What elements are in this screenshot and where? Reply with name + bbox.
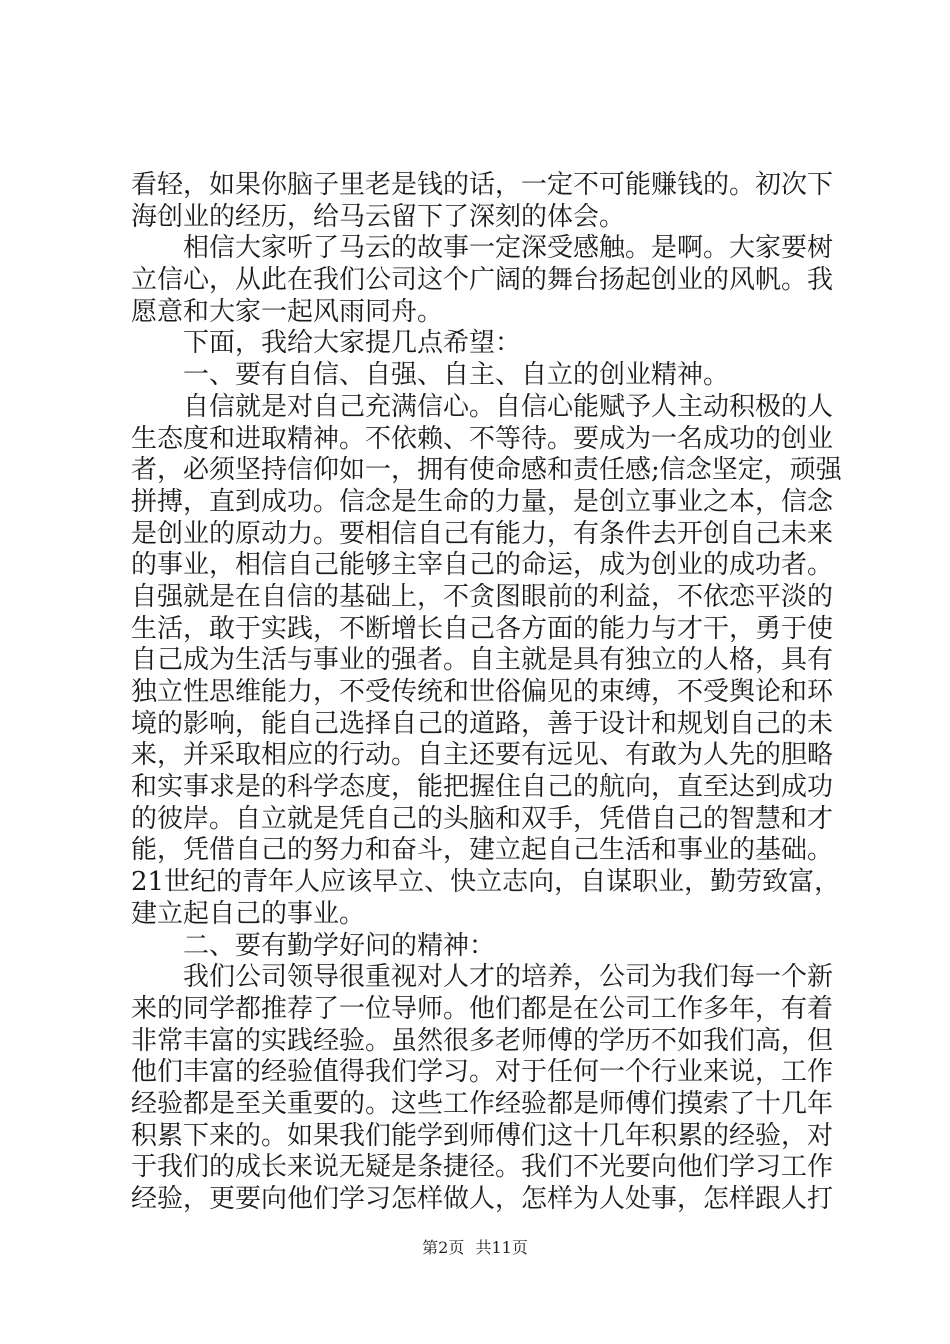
text-line: 于我们的成长来说无疑是条捷径。我们不光要向他们学习工作 xyxy=(131,1152,834,1183)
text-line: 积累下来的。如果我们能学到师傅们这十几年积累的经验，对 xyxy=(131,1120,834,1151)
text-line: 独立性思维能力，不受传统和世俗偏见的束缚，不受舆论和环 xyxy=(131,677,834,707)
text-line: 拼搏，直到成功。信念是生命的力量，是创立事业之本，信念 xyxy=(131,486,834,517)
text-line: 生活，敢于实践，不断增长自己各方面的能力与才干，勇于使 xyxy=(131,613,834,644)
text-line: 经验都是至关重要的。这些工作经验都是师傅们摸索了十几年 xyxy=(131,1088,834,1119)
text-line: 生态度和进取精神。不依赖、不等待。要成为一名成功的创业 xyxy=(131,423,834,454)
text-line: 立信心，从此在我们公司这个广阔的舞台扬起创业的风帆。我 xyxy=(131,265,834,296)
section-heading: 二、要有勤学好问的精神： xyxy=(131,930,496,961)
text-line: 是创业的原动力。要相信自己有能力，有条件去开创自己未来 xyxy=(131,518,834,549)
text-line: 的事业，相信自己能够主宰自己的命运，成为创业的成功者。 xyxy=(131,550,834,581)
text-line: 来的同学都推荐了一位导师。他们都是在公司工作多年，有着 xyxy=(131,993,834,1024)
text-line: 能，凭借自己的努力和奋斗，建立起自己生活和事业的基础。 xyxy=(131,835,834,866)
text-line: 经验，更要向他们学习怎样做人，怎样为人处事，怎样跟人打 xyxy=(131,1184,834,1214)
text-line: 非常丰富的实践经验。虽然很多老师傅的学历不如我们高，但 xyxy=(131,1025,834,1056)
text-line: 自己成为生活与事业的强者。自主就是具有独立的人格，具有 xyxy=(131,645,834,676)
text-line: 相信大家听了马云的故事一定深受感触。是啊。大家要树 xyxy=(131,233,834,264)
section-heading: 一、要有自信、自强、自主、自立的创业精神。 xyxy=(131,360,730,391)
text-line: 下面，我给大家提几点希望： xyxy=(131,328,522,359)
document-body xyxy=(131,170,842,1216)
text-line: 建立起自己的事业。 xyxy=(131,898,366,929)
text-line: 自信就是对自己充满信心。自信心能赋予人主动积极的人 xyxy=(131,391,834,422)
text-line: 21世纪的青年人应该早立、快立志向，自谋职业，勤劳致富， xyxy=(131,867,841,898)
text-line: 境的影响，能自己选择自己的道路，善于设计和规划自己的未 xyxy=(131,708,834,739)
text-line: 我们公司领导很重视对人才的培养，公司为我们每一个新 xyxy=(131,962,834,993)
page-footer xyxy=(0,1238,950,1258)
text-line: 看轻，如果你脑子里老是钱的话，一定不可能赚钱的。初次下 xyxy=(131,170,834,200)
text-line: 愿意和大家一起风雨同舟。 xyxy=(131,296,444,327)
page-number: 第2页 xyxy=(422,1238,465,1257)
text-line: 者，必须坚持信仰如一，拥有使命感和责任感;信念坚定，顽强 xyxy=(131,455,842,486)
text-line: 海创业的经历，给马云留下了深刻的体会。 xyxy=(131,201,626,232)
text-line: 自强就是在自信的基础上，不贪图眼前的利益，不依恋平淡的 xyxy=(131,581,834,612)
text-line: 他们丰富的经验值得我们学习。对于任何一个行业来说，工作 xyxy=(131,1057,834,1088)
text-line: 来，并采取相应的行动。自主还要有远见、有敢为人先的胆略 xyxy=(131,740,834,771)
page-total: 共11页 xyxy=(475,1238,528,1257)
text-line: 的彼岸。自立就是凭自己的头脑和双手，凭借自己的智慧和才 xyxy=(131,803,834,834)
text-line: 和实事求是的科学态度，能把握住自己的航向，直至达到成功 xyxy=(131,772,834,803)
